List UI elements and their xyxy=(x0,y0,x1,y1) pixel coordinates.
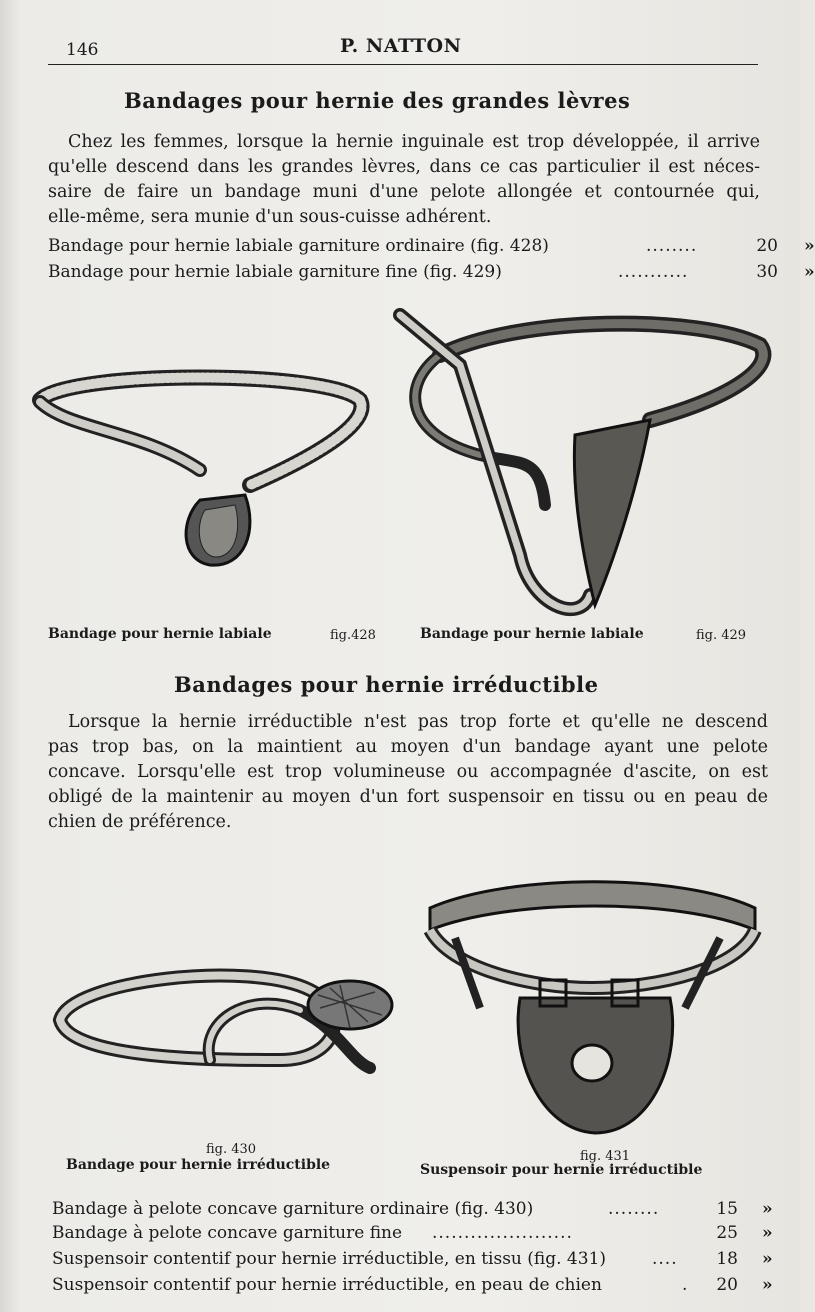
price-description: Bandage à pelote concave garniture fine xyxy=(52,1223,403,1243)
price-amount: 30 xyxy=(756,262,778,282)
price-row xyxy=(48,262,815,286)
price-description: Bandage à pelote concave garniture ordinaire (fig. 430) xyxy=(52,1199,534,1219)
price-leader: ........... xyxy=(618,262,689,282)
running-head xyxy=(48,34,758,65)
paragraph-line: concave. Lorsqu'elle est trop volumineuse ou accompagnée d'ascite, on est xyxy=(48,762,768,782)
fig-429-caption: Bandage pour hernie labiale xyxy=(420,626,644,642)
section-title-irreductible: Bandages pour hernie irréductible xyxy=(174,672,599,697)
fig-430-caption: Bandage pour hernie irréductible xyxy=(66,1157,331,1173)
price-amount: 15 xyxy=(716,1199,738,1219)
price-row xyxy=(52,1199,772,1223)
price-row xyxy=(52,1275,772,1299)
price-description: Bandage pour hernie labiale garniture ordinaire (fig. 428) xyxy=(48,236,549,256)
price-row xyxy=(52,1223,772,1247)
paragraph-line: qu'elle descend dans les grandes lèvres, dans ce cas particulier il est néces- xyxy=(48,157,760,177)
fig-431-caption: Suspensoir pour hernie irréductible xyxy=(420,1162,703,1178)
section1-paragraph xyxy=(48,130,760,230)
page-number: 146 xyxy=(66,40,99,60)
fig-430-number: fig. 430 xyxy=(206,1142,257,1157)
price-unit: » xyxy=(762,1223,773,1243)
fig-429-number: fig. 429 xyxy=(696,628,747,643)
section-title-grandes-levres: Bandages pour hernie des grandes lèvres xyxy=(124,88,631,113)
price-unit: » xyxy=(804,236,815,256)
price-unit: » xyxy=(804,262,815,282)
price-description: Bandage pour hernie labiale garniture fine (fig. 429) xyxy=(48,262,502,282)
price-unit: » xyxy=(762,1275,773,1295)
paragraph-line: Lorsque la hernie irréductible n'est pas trop forte et qu'elle ne descend xyxy=(68,712,768,732)
paragraph-line: Chez les femmes, lorsque la hernie inguinale est trop développée, il arrive xyxy=(68,132,760,152)
price-description: Suspensoir contentif pour hernie irréductible, en peau de chien xyxy=(52,1275,602,1295)
fig-430-bandage-illustration xyxy=(50,950,400,1090)
price-row xyxy=(52,1249,772,1273)
price-amount: 20 xyxy=(716,1275,738,1295)
fig-431-suspensory-illustration xyxy=(420,868,765,1138)
fig-429-bandage-illustration xyxy=(400,305,770,625)
price-unit: » xyxy=(762,1249,773,1269)
price-leader: .... xyxy=(652,1249,678,1269)
fig-431-number: fig. 431 xyxy=(580,1149,631,1164)
paragraph-line: pas trop bas, on la maintient au moyen d'un bandage ayant une pelote xyxy=(48,737,768,757)
fig-428-number: fig.428 xyxy=(330,628,376,643)
paragraph-line: obligé de la maintenir au moyen d'un fort suspensoir en tissu ou en peau de xyxy=(48,787,768,807)
price-row xyxy=(48,236,815,260)
price-amount: 20 xyxy=(756,236,778,256)
price-description: Suspensoir contentif pour hernie irréductible, en tissu (fig. 431) xyxy=(52,1249,607,1269)
price-amount: 25 xyxy=(716,1223,738,1243)
paragraph-line: elle-même, sera munie d'un sous-cuisse adhérent. xyxy=(48,207,492,227)
price-amount: 18 xyxy=(716,1249,738,1269)
price-leader: ........ xyxy=(608,1199,660,1219)
price-leader: . xyxy=(682,1275,689,1295)
section2-paragraph xyxy=(48,710,768,835)
price-leader: ........ xyxy=(646,236,698,256)
author-name: P. NATTON xyxy=(340,35,462,57)
fig-428-bandage-illustration xyxy=(30,360,370,575)
fig-428-caption: Bandage pour hernie labiale xyxy=(48,626,272,642)
price-leader: ...................... xyxy=(432,1223,573,1243)
paragraph-line: saire de faire un bandage muni d'une pelote allongée et contournée qui, xyxy=(48,182,760,202)
price-unit: » xyxy=(762,1199,773,1219)
paragraph-line: chien de préférence. xyxy=(48,812,232,832)
